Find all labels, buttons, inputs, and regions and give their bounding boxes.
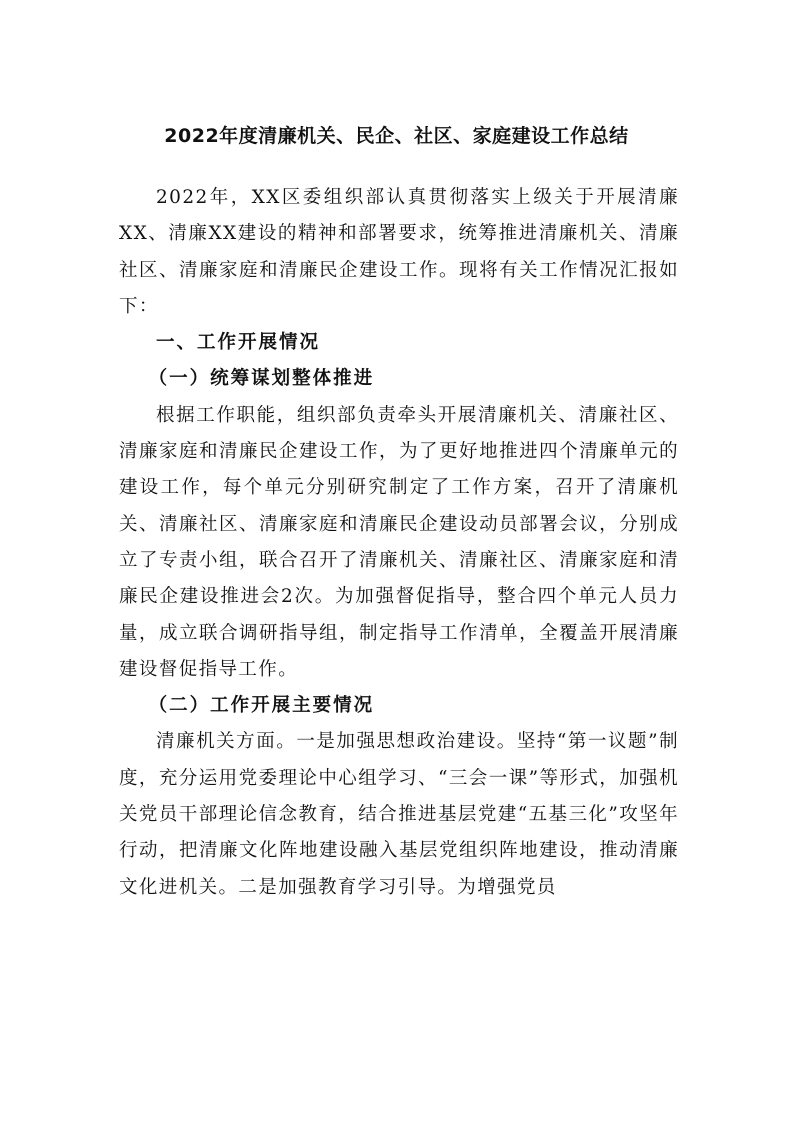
document-body bbox=[119, 180, 679, 906]
subsection-heading-main-work: （二）工作开展主要情况 bbox=[148, 695, 375, 717]
subsection-paragraph-main-work: 清廉机关方面。一是加强思想政治建设。坚持“第一议题”制度，充分运用党委理论中心组学习、“三会一课”等形式，加强机关党员干部理论信念教育，结合推进基层党建“五基三化”攻坚年行动，把清廉文化阵地建设融入基层党组织阵地建设，推动清廉文化进机关。二是加强教育学习引导。为增强党员 bbox=[119, 731, 679, 898]
document-title: 2022年度清廉机关、民企、社区、家庭建设工作总结 bbox=[164, 125, 629, 147]
intro-paragraph: 2022年，XX区委组织部认真贯彻落实上级关于开展清廉XX、清廉XX建设的精神和部署要求，统筹推进清廉机关、清廉社区、清廉家庭和清廉民企建设工作。现将有关工作情况汇报如下： bbox=[119, 187, 679, 317]
subsection-heading-overall-planning: （一）统筹谋划整体推进 bbox=[148, 368, 375, 390]
subsection-paragraph-overall-planning: 根据工作职能，组织部负责牵头开展清廉机关、清廉社区、清廉家庭和清廉民企建设工作，为了更好地推进四个清廉单元的建设工作，每个单元分别研究制定了工作方案，召开了清廉机关、清廉社区、清廉家庭和清廉民企建设动员部署会议，分别成立了专责小组，联合召开了清廉机关、清廉社区、清廉家庭和清廉民企建设推进会2次。为加强督促指导，整合四个单元人员力量，成立联合调研指导组，制定指导工作清单，全覆盖开展清廉建设督促指导工作。 bbox=[119, 404, 679, 680]
section-heading-work-progress: 一、工作开展情况 bbox=[156, 332, 321, 354]
